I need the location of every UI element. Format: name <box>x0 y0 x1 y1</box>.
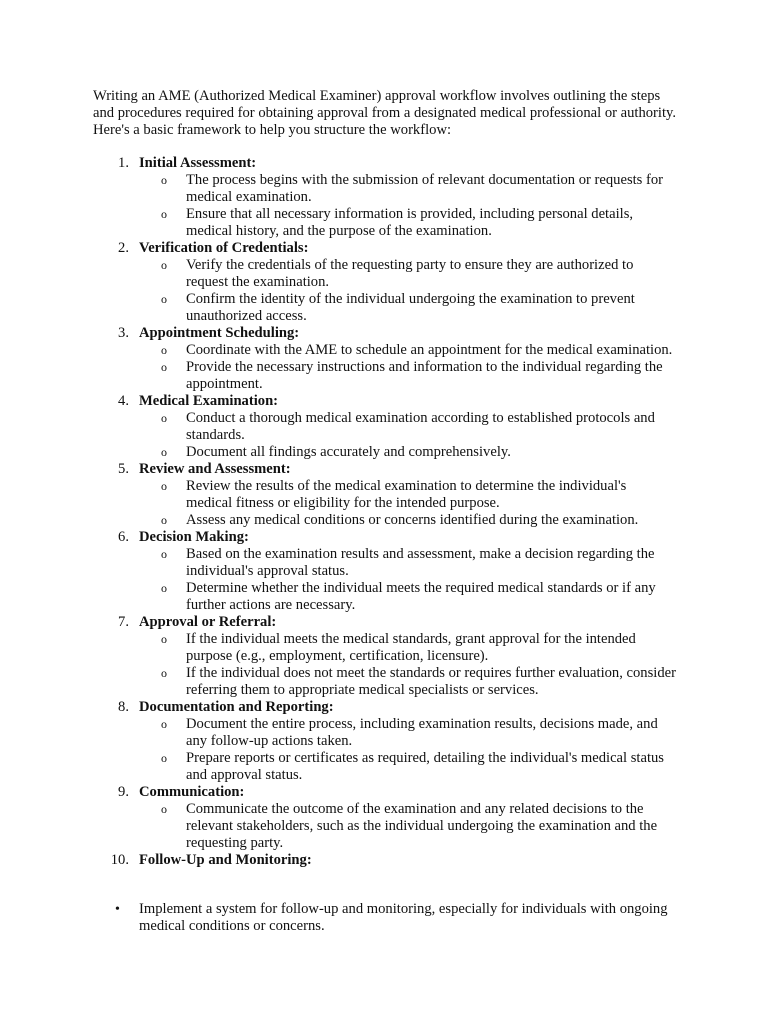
sub-list-item <box>0 172 676 206</box>
hollow-bullet-icon: o <box>161 258 167 272</box>
step-number: 4. <box>118 393 129 409</box>
step-sub-list <box>0 631 768 699</box>
sub-item-text: Assess any medical conditions or concerns identified during the examination. <box>186 512 639 528</box>
workflow-step <box>0 240 768 325</box>
sub-item-text: Coordinate with the AME to schedule an appointment for the medical examination. <box>186 342 673 358</box>
sub-item-text: The process begins with the submission of relevant documentation or requests for medical examination. <box>186 172 664 205</box>
step-sub-list <box>0 342 768 393</box>
step-title: Medical Examination: <box>139 393 279 409</box>
step-title: Follow-Up and Monitoring: <box>139 852 312 868</box>
sub-list-item <box>0 291 676 325</box>
hollow-bullet-icon: o <box>161 343 167 357</box>
step-number: 7. <box>118 614 129 630</box>
step-title: Documentation and Reporting: <box>139 699 334 715</box>
hollow-bullet-icon: o <box>161 632 167 646</box>
step-title: Initial Assessment: <box>139 155 257 171</box>
sub-list-item <box>0 444 676 461</box>
sub-list-item <box>0 512 676 529</box>
step-number: 9. <box>118 784 129 800</box>
step-number: 8. <box>118 699 129 715</box>
step-sub-list <box>0 546 768 614</box>
sub-item-text: If the individual meets the medical standards, grant approval for the intended purpose (e.g., employment, certification, licensure). <box>186 631 636 664</box>
sub-item-text: Determine whether the individual meets the required medical standards or if any further actions are necessary. <box>186 580 656 613</box>
sub-list-item <box>0 716 676 750</box>
workflow-step <box>0 614 768 699</box>
workflow-step <box>0 325 768 393</box>
step-heading <box>0 784 768 801</box>
step-title: Review and Assessment: <box>139 461 291 477</box>
sub-item-text: Document the entire process, including examination results, decisions made, and any follow-up actions taken. <box>186 716 658 749</box>
final-bullet-item <box>93 901 693 935</box>
step-sub-list <box>0 478 768 529</box>
sub-list-item <box>0 580 676 614</box>
workflow-steps-list <box>0 155 768 869</box>
sub-item-text: Verify the credentials of the requesting party to ensure they are authorized to request the examination. <box>186 257 634 290</box>
sub-item-text: Ensure that all necessary information is provided, including personal details, medical history, and the purpose of the examination. <box>186 206 634 239</box>
step-title: Communication: <box>139 784 245 800</box>
sub-list-item <box>0 410 676 444</box>
hollow-bullet-icon: o <box>161 581 167 595</box>
hollow-bullet-icon: o <box>161 173 167 187</box>
step-number: 1. <box>118 155 129 171</box>
step-title: Appointment Scheduling: <box>139 325 300 341</box>
workflow-step <box>0 461 768 529</box>
sub-list-item <box>0 750 676 784</box>
hollow-bullet-icon: o <box>161 360 167 374</box>
hollow-bullet-icon: o <box>161 666 167 680</box>
sub-list-item <box>0 665 676 699</box>
step-number: 5. <box>118 461 129 477</box>
step-number: 2. <box>118 240 129 256</box>
hollow-bullet-icon: o <box>161 717 167 731</box>
step-number: 6. <box>118 529 129 545</box>
sub-item-text: Provide the necessary instructions and information to the individual regarding the appointment. <box>186 359 663 392</box>
sub-item-text: Confirm the identity of the individual undergoing the examination to prevent unauthorized access. <box>186 291 635 324</box>
step-heading <box>0 614 768 631</box>
sub-item-text: If the individual does not meet the standards or requires further evaluation, consider referring them to appropriate medical specialists or services. <box>186 665 676 698</box>
step-heading <box>0 393 768 410</box>
step-heading <box>0 240 768 257</box>
hollow-bullet-icon: o <box>161 411 167 425</box>
step-number: 3. <box>118 325 129 341</box>
step-sub-list <box>0 172 768 240</box>
step-title: Decision Making: <box>139 529 249 545</box>
hollow-bullet-icon: o <box>161 479 167 493</box>
sub-item-text: Communicate the outcome of the examination and any related decisions to the relevant stakeholders, such as the individual undergoing the examination and the requesting party. <box>186 801 658 851</box>
sub-list-item <box>0 631 676 665</box>
step-heading <box>0 155 768 172</box>
sub-list-item <box>0 546 676 580</box>
step-sub-list <box>0 801 768 852</box>
sub-list-item <box>0 801 676 852</box>
step-sub-list <box>0 410 768 461</box>
sub-list-item <box>0 342 676 359</box>
step-heading <box>0 461 768 478</box>
hollow-bullet-icon: o <box>161 292 167 306</box>
hollow-bullet-icon: o <box>161 751 167 765</box>
sub-item-text: Review the results of the medical examination to determine the individual's medical fitness or eligibility for the intended purpose. <box>186 478 627 511</box>
workflow-step <box>0 155 768 240</box>
step-title: Verification of Credentials: <box>139 240 309 256</box>
intro-paragraph: Writing an AME (Authorized Medical Examiner) approval workflow involves outlining the steps and procedures required for obtaining approval from a designated medical professional or authority. Here's a basic framework to help you structure the workflow: <box>93 88 677 138</box>
workflow-step <box>0 784 768 852</box>
sub-list-item <box>0 206 676 240</box>
bullet-icon: • <box>115 902 120 917</box>
sub-item-text: Document all findings accurately and comprehensively. <box>186 444 511 460</box>
workflow-step <box>0 529 768 614</box>
step-heading <box>0 325 768 342</box>
step-heading <box>0 529 768 546</box>
sub-item-text: Conduct a thorough medical examination according to established protocols and standards. <box>186 410 655 443</box>
sub-item-text: Based on the examination results and assessment, make a decision regarding the individual's approval status. <box>186 546 655 579</box>
hollow-bullet-icon: o <box>161 207 167 221</box>
sub-list-item <box>0 478 676 512</box>
workflow-step <box>0 852 768 869</box>
hollow-bullet-icon: o <box>161 547 167 561</box>
sub-list-item <box>0 359 676 393</box>
step-number: 10. <box>110 852 129 868</box>
step-sub-list <box>0 257 768 325</box>
hollow-bullet-icon: o <box>161 445 167 459</box>
sub-list-item <box>0 257 676 291</box>
sub-item-text: Prepare reports or certificates as required, detailing the individual's medical status and approval status. <box>186 750 664 783</box>
step-heading <box>0 852 768 869</box>
step-sub-list <box>0 716 768 784</box>
workflow-step <box>0 699 768 784</box>
hollow-bullet-icon: o <box>161 513 167 527</box>
hollow-bullet-icon: o <box>161 802 167 816</box>
workflow-step <box>0 393 768 461</box>
final-bullet-text: Implement a system for follow-up and monitoring, especially for individuals with ongoing medical conditions or concerns. <box>139 901 668 934</box>
step-heading <box>0 699 768 716</box>
step-title: Approval or Referral: <box>139 614 277 630</box>
